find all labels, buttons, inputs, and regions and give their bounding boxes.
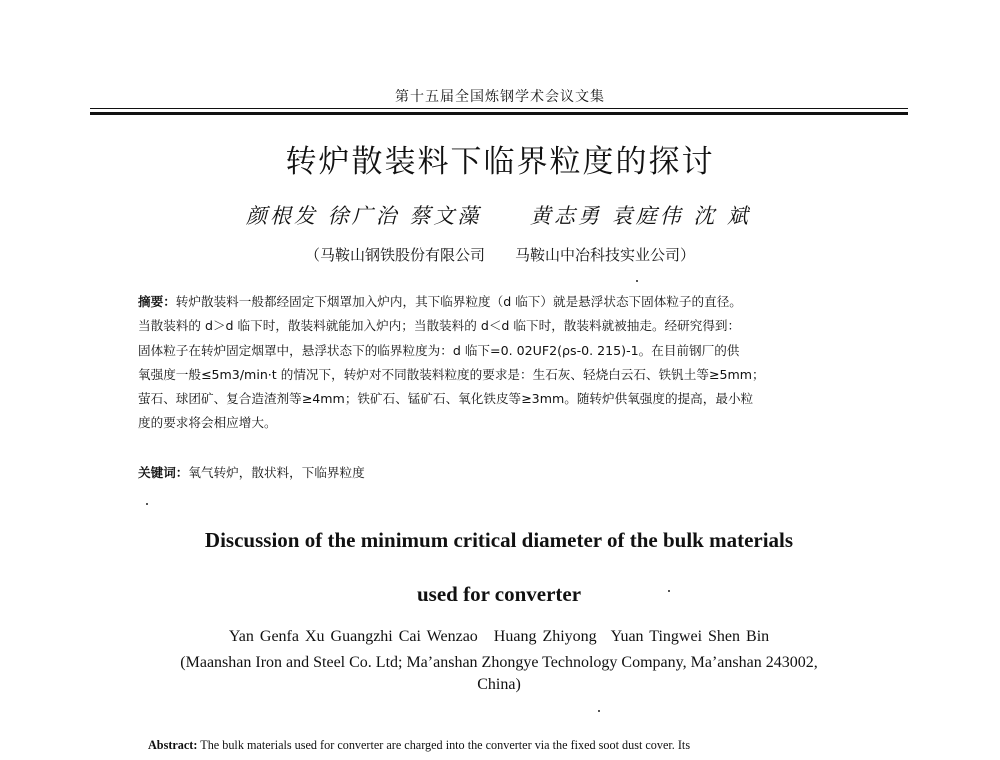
header-rule-thick — [90, 112, 908, 115]
english-affiliation: (Maanshan Iron and Steel Co. Ltd; Ma’anshan Zhongye Technology Company, Ma’anshan 243002, China) — [180, 654, 818, 693]
english-abstract-label: Abstract: — [148, 738, 198, 752]
affiliation-open-paren: （ — [304, 246, 320, 264]
affiliation-org2: 马鞍山中冶科技实业公司 — [515, 246, 681, 264]
abstract-line: 萤石、球团矿、复合造渣剂等≥4mm；铁矿石、锰矿石、氧化铁皮等≥3mm。随转炉供氧强度的提高，最小粒 — [138, 391, 754, 407]
header-rule-thin — [90, 108, 908, 109]
english-abstract-text: The bulk materials used for converter are charged into the converter via the fixed soot dust cover. Its — [197, 738, 691, 752]
abstract-line: 氧强度一般≤5m3/min·t 的情况下，转炉对不同散装料粒度的要求是：生石灰、轻烧白云石、铁钒土等≥5mm； — [138, 366, 765, 382]
scan-speck — [598, 710, 600, 712]
abstract-line: 当散装料的 d＞d 临下时，散装料就能加入炉内；当散装料的 d＜d 临下时，散装料就被抽走。经研究得到： — [138, 318, 741, 334]
abstract-line: 固体粒子在转炉固定烟罩中，悬浮状态下的临界粒度为：d 临下=0. 02UF2(ρs-0. 215)-1。在目前钢厂的供 — [138, 342, 740, 358]
scan-speck — [636, 280, 638, 282]
keywords-text: 氧气转炉，散状料，下临界粒度 — [188, 465, 365, 480]
abstract-line: 摘要：转炉散装料一般都经固定下烟罩加入炉内，其下临界粒度（d 临下）就是悬浮状态下固体粒子的直径。 — [138, 294, 742, 309]
abstract-line: 度的要求将会相应增大。 — [138, 415, 277, 431]
chinese-affiliation — [0, 244, 1000, 265]
affiliation-close-paren: ） — [680, 246, 696, 264]
chinese-keywords — [138, 462, 866, 481]
english-abstract — [148, 738, 868, 753]
scan-speck — [146, 503, 148, 505]
chinese-abstract — [138, 290, 866, 436]
scan-speck — [668, 590, 670, 592]
affiliation-org1: 马鞍山钢铁股份有限公司 — [319, 246, 485, 264]
abstract-label: 摘要： — [138, 294, 176, 309]
running-header: 第十五届全国炼钢学术会议文集 — [395, 89, 605, 105]
chinese-title: 转炉散装料下临界粒度的探讨 — [285, 144, 715, 180]
english-title-line2: used for converter — [416, 582, 582, 606]
chinese-authors-group1: 颜根发 徐广治 蔡文藻 — [246, 204, 482, 228]
english-title-line1: Discussion of the minimum critical diameter of the bulk materials — [204, 528, 794, 552]
english-authors: Yan Genfa Xu Guangzhi Cai Wenzao Huang Zhiyong Yuan Tingwei Shen Bin — [228, 628, 770, 645]
keywords-label: 关键词： — [138, 465, 189, 480]
chinese-authors-group2: 黄志勇 袁庭伟 沈 斌 — [530, 204, 752, 228]
